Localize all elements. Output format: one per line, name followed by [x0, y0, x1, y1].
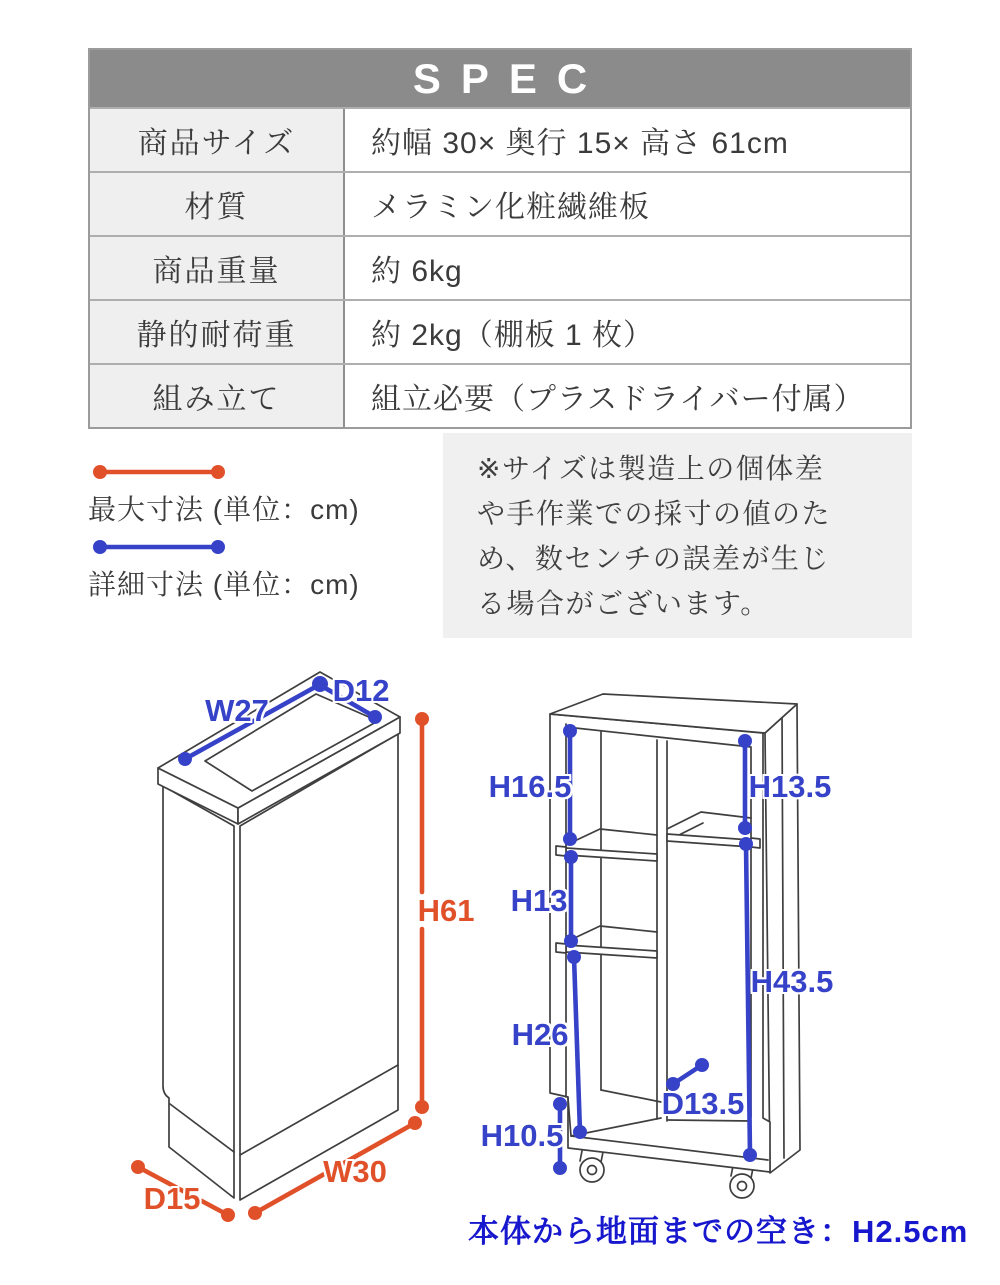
dim-label-d13-5: D13.5	[661, 1086, 745, 1121]
dim-label-h16-5: H16.5	[488, 769, 572, 804]
dim-label-h26: H26	[511, 1017, 569, 1052]
row-value-load: 約 2kg（棚板 1 枚）	[371, 319, 655, 352]
row-value-weight: 約 6kg	[371, 255, 463, 288]
row-label-weight: 商品重量	[90, 237, 345, 299]
note-line: る場合がございます。	[477, 588, 770, 619]
dim-label-w30: W30	[323, 1154, 387, 1189]
size-disclaimer-note	[443, 433, 912, 638]
legend-label-detail-dimension: 詳細寸法 (単位：cm)	[88, 569, 360, 600]
row-label-load: 静的耐荷重	[90, 301, 345, 363]
dim-label-d15: D15	[143, 1181, 201, 1216]
spec-table	[88, 48, 912, 429]
row-value-assembly: 組立必要（プラスドライバー付属）	[371, 383, 865, 416]
note-line: ※サイズは製造上の個体差	[477, 453, 825, 484]
caster-left	[578, 1149, 607, 1182]
dim-label-w27: W27	[205, 693, 269, 728]
dim-label-h10-5: H10.5	[480, 1118, 564, 1153]
table-row	[90, 363, 910, 427]
dim-label-h43-5: H43.5	[750, 964, 834, 999]
note-line: め、数センチの誤差が生じ	[477, 543, 830, 574]
legend-line-detail-dimension	[92, 539, 226, 555]
cabinet-isometric-drawing	[120, 650, 480, 1250]
table-row	[90, 235, 910, 299]
note-line: や手作業での採寸の値のた	[477, 498, 832, 529]
table-row	[90, 171, 910, 235]
ground-clearance-note	[468, 1206, 968, 1251]
legend-line-max-dimension	[92, 464, 226, 480]
row-value-size: 約幅 30× 奥行 15× 高さ 61cm	[371, 127, 789, 160]
table-row	[90, 107, 910, 171]
spec-table-title: SPEC	[90, 50, 910, 107]
table-row	[90, 299, 910, 363]
dim-label-d12: D12	[332, 673, 390, 708]
dim-label-h13-5: H13.5	[748, 769, 832, 804]
ground-clearance-value: H2.5cm	[852, 1214, 969, 1249]
row-label-assembly: 組み立て	[90, 365, 345, 427]
ground-clearance-label: 本体から地面までの空き：	[468, 1214, 852, 1249]
row-label-size: 商品サイズ	[90, 109, 345, 171]
dim-label-h61: H61	[417, 893, 475, 928]
dim-label-h13: H13	[510, 883, 568, 918]
row-value-material: メラミン化粧繊維板	[371, 191, 650, 224]
row-label-material: 材質	[90, 173, 345, 235]
legend-label-max-dimension: 最大寸法 (単位：cm)	[88, 494, 360, 525]
